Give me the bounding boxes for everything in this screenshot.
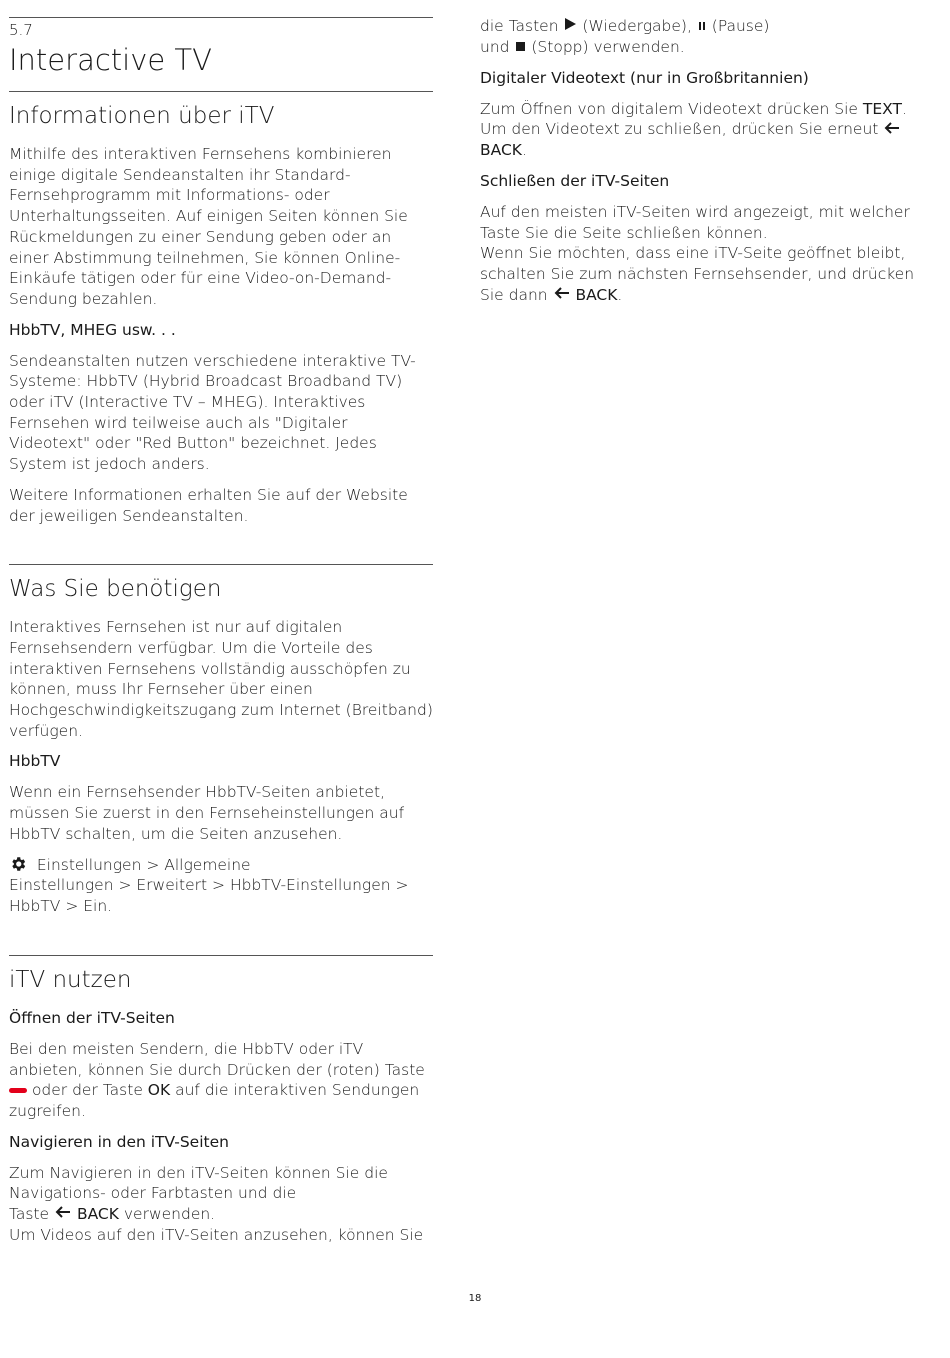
settings-path-line1: Einstellungen > Allgemeine: [36, 855, 251, 874]
paragraph: Interaktives Fernsehen ist nur auf digitalen Fernsehsendern verfügbar. Um die Vorteile des interaktiven Fernsehens vollständig ausschöpfen zu können, muss Ihr Fernseher über einen Hochgeschwindigkeitszugang zum Internet (Breitband) verfügen.: [9, 618, 433, 740]
back-key-label: BACK: [575, 285, 618, 304]
section-title-informationen: Informationen über iTV: [9, 103, 275, 129]
text-run: (Stopp) verwenden.: [531, 37, 685, 56]
section-divider: [9, 91, 433, 92]
subheading: Digitaler Videotext (nur in Großbritannien): [480, 68, 809, 87]
ok-key-label: OK: [147, 1081, 171, 1100]
page-number: 18: [468, 1293, 482, 1304]
text-run: (Wiedergabe),: [582, 17, 692, 35]
subheading: HbbTV: [9, 752, 61, 771]
subheading: Öffnen der iTV-Seiten: [9, 1008, 175, 1027]
paragraph: Weitere Informationen erhalten Sie auf der Website der jeweiligen Sendeanstalten.: [9, 485, 408, 525]
right-column: [480, 16, 920, 316]
section-divider: [9, 955, 433, 956]
text-run: Wenn Sie möchten, dass eine iTV-Seite geöffnet bleibt, schalten Sie zum nächsten Fernsehsender, und drücken Sie dann: [480, 244, 915, 304]
text-run: auf die interaktiven Sendungen zugreifen.: [9, 1081, 420, 1120]
text-run: Taste: [9, 1205, 50, 1224]
back-key-label: BACK: [76, 1205, 119, 1224]
back-arrow-icon: [883, 120, 901, 141]
subheading: Schließen der iTV-Seiten: [480, 171, 670, 190]
text-run: Zum Öffnen von digitalem Videotext drücken Sie: [480, 99, 858, 118]
paragraph: Auf den meisten iTV-Seiten wird angezeigt, mit welcher Taste Sie die Seite schließen können. Wenn Sie möchten, dass eine iTV-Seite geöffnet bleibt, schalten Sie zum nächsten Fernsehsender, und drücken Sie dann BACK.: [480, 202, 915, 304]
back-arrow-icon: [553, 285, 571, 306]
section-title-was-sie-benoetigen: Was Sie benötigen: [9, 576, 222, 603]
text-run: oder der Taste: [31, 1081, 143, 1100]
paragraph: Wenn ein Fernsehsender HbbTV-Seiten anbietet, müssen Sie zuerst in den Fernseheinstellungen auf HbbTV schalten, um die Seiten anzusehen.: [9, 783, 405, 843]
section-title-itv-nutzen: iTV nutzen: [9, 966, 132, 993]
section-divider: [9, 17, 433, 18]
back-arrow-icon: [54, 1204, 72, 1225]
text-run: die Tasten: [480, 17, 559, 35]
red-button-icon: [9, 1088, 27, 1093]
text-run: . Um den Videotext zu schließen, drücken Sie erneut: [480, 99, 907, 139]
subheading: HbbTV, MHEG usw. . .: [9, 320, 176, 339]
paragraph: Mithilfe des interaktiven Fernsehens kombinieren einige digitale Sendeanstalten ihr Standard-Fernsehprogramm mit Informations- oder Unterhaltungsseiten. Auf einigen Seiten können Sie Rückmeldungen zu einer Sendung geben oder an einer Abstimmung teilnehmen, Sie können Online-Einkäufe tätigen oder für eine Video-on-Demand-Sendung bezahlen.: [9, 145, 408, 308]
gear-icon: [9, 855, 27, 876]
back-key-label: BACK: [480, 141, 522, 160]
text-run: Um Videos auf den iTV-Seiten anzusehen, können Sie: [9, 1225, 424, 1244]
stop-icon: [514, 37, 526, 58]
settings-path: [9, 855, 433, 917]
paragraph: [480, 16, 920, 58]
settings-path-line2: Einstellungen > Erweitert > HbbTV-Einstellungen > HbbTV > Ein.: [9, 876, 409, 916]
text-run: Zum Navigieren in den iTV-Seiten können Sie die Navigations- oder Farbtasten und die: [9, 1163, 388, 1203]
paragraph: [9, 1163, 433, 1246]
play-icon: [563, 16, 577, 37]
text-run: Auf den meisten iTV-Seiten wird angezeigt, mit welcher Taste Sie die Seite schließen können.: [480, 202, 910, 242]
text-run: (Pause): [711, 17, 770, 35]
section-number: 5.7: [9, 21, 33, 39]
subheading: Navigieren in den iTV-Seiten: [9, 1132, 229, 1151]
text-key-label: TEXT: [862, 99, 902, 118]
section-divider: [9, 564, 433, 565]
paragraph: Sendeanstalten nutzen verschiedene interaktive TV-Systeme: HbbTV (Hybrid Broadcast Broadband TV) oder iTV (Interactive TV – MHEG). Interaktives Fernsehen wird teilweise auch als "Digitaler Videotext" oder "Red Button" bezeichnet. Jedes System ist jedoch anders.: [9, 351, 416, 474]
left-column: [9, 0, 433, 1256]
paragraph: [9, 1039, 433, 1122]
paragraph: Zum Öffnen von digitalem Videotext drücken Sie TEXT. Um den Videotext zu schließen, drücken Sie erneut BACK.: [480, 99, 907, 160]
text-run: Bei den meisten Sendern, die HbbTV oder iTV anbieten, können Sie durch Drücken der (roten) Taste: [9, 1039, 425, 1079]
pause-icon: [697, 16, 707, 37]
text-run: verwenden.: [123, 1205, 216, 1224]
chapter-title: Interactive TV: [9, 43, 212, 77]
text-run: und: [480, 37, 510, 56]
